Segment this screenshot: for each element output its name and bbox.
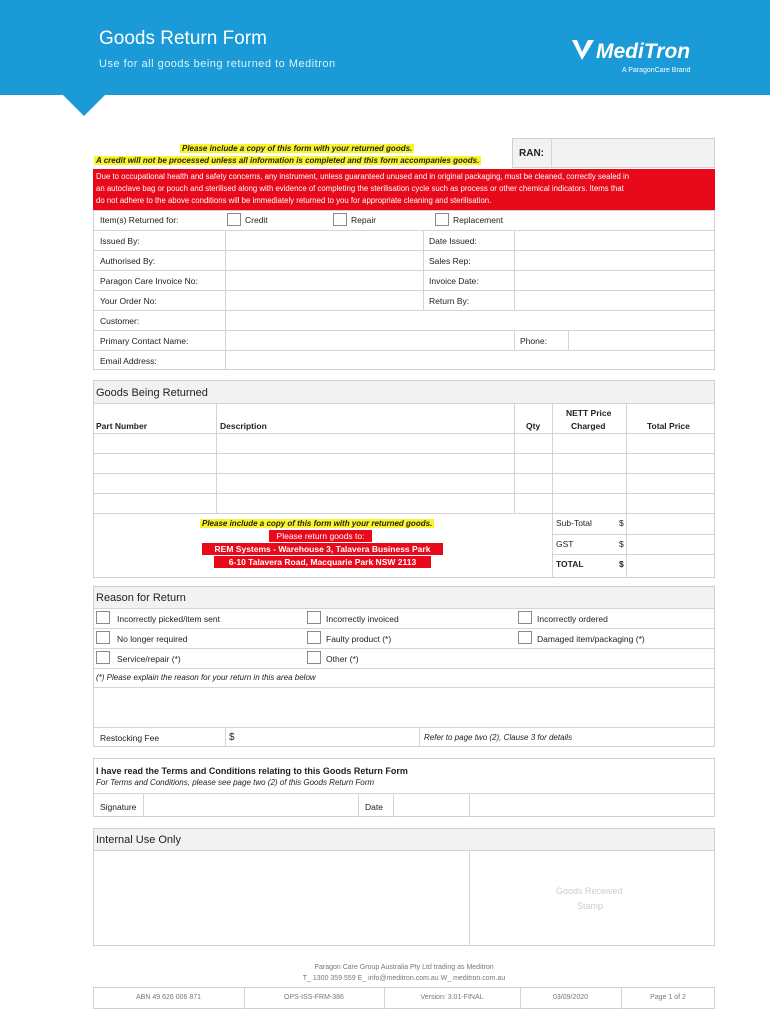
repair-label: Repair xyxy=(351,215,377,225)
total-label: TOTAL xyxy=(556,559,584,569)
issued-by-label: Issued By: xyxy=(100,236,140,246)
reason-incorrectly-invoiced-label: Incorrectly invoiced xyxy=(326,614,399,624)
reason-incorrectly-picked-label: Incorrectly picked/item sent xyxy=(117,614,220,624)
reason-faulty-product-label: Faulty product (*) xyxy=(326,634,392,644)
reason-no-longer-required-checkbox[interactable] xyxy=(96,631,110,644)
logo-tagline: A ParagonCare Brand xyxy=(622,67,691,74)
footer-form-code: OPS-ISS-FRM-386 xyxy=(284,994,344,1001)
reason-other-checkbox[interactable] xyxy=(307,651,321,664)
goods-section-title: Goods Being Returned xyxy=(96,387,208,399)
date-field[interactable] xyxy=(394,794,714,816)
page-title: Goods Return Form xyxy=(99,28,267,49)
reason-incorrectly-picked-checkbox[interactable] xyxy=(96,611,110,624)
reason-no-longer-required-label: No longer required xyxy=(117,634,188,644)
col-total-price: Total Price xyxy=(647,421,690,431)
restocking-refer-note: Refer to page two (2), Clause 3 for details xyxy=(424,733,573,742)
return-address-line1: REM Systems - Warehouse 3, Talavera Business Park xyxy=(202,543,443,555)
terms-heading: I have read the Terms and Conditions relating to this Goods Return Form xyxy=(96,766,408,776)
page-subtitle: Use for all goods being returned to Meditron xyxy=(99,58,336,70)
reason-service-repair-checkbox[interactable] xyxy=(96,651,110,664)
return-address-heading: Please return goods to: xyxy=(269,530,372,542)
reason-other-label: Other (*) xyxy=(326,654,359,664)
subtotal-label: Sub-Total xyxy=(556,518,592,528)
invoice-no-label: Paragon Care Invoice No: xyxy=(100,276,198,286)
header-notch xyxy=(62,94,106,116)
footer-contact: T_ 1300 359 559 E_ info@meditron.com.au W_ meditron.com.au xyxy=(302,975,506,982)
order-no-label: Your Order No: xyxy=(100,296,157,306)
footer-abn: ABN 49 626 006 871 xyxy=(136,994,201,1001)
signature-field[interactable] xyxy=(144,794,358,816)
footer-date: 03/09/2020 xyxy=(552,994,589,1001)
authorised-by-label: Authorised By: xyxy=(100,256,156,266)
reason-incorrectly-ordered-checkbox[interactable] xyxy=(518,611,532,624)
meditron-logo xyxy=(570,38,690,64)
reason-faulty-product-checkbox[interactable] xyxy=(307,631,321,644)
sales-rep-label: Sales Rep: xyxy=(429,256,471,266)
invoice-date-label: Invoice Date: xyxy=(429,276,479,286)
footer-company: Paragon Care Group Australia Pty Ltd trading as Meditron xyxy=(314,964,494,971)
email-label: Email Address: xyxy=(100,356,157,366)
logo-text: MediTron xyxy=(596,40,691,63)
date-label: Date xyxy=(365,802,383,812)
ran-label: RAN: xyxy=(519,148,544,159)
gst-label: GST xyxy=(556,539,574,549)
phone-label: Phone: xyxy=(520,336,547,346)
stamp-placeholder-line1: Goods Received xyxy=(556,886,623,896)
reason-damaged-label: Damaged item/packaging (*) xyxy=(537,634,645,644)
subtotal-dollar: $ xyxy=(619,518,624,528)
replacement-checkbox[interactable] xyxy=(435,213,449,226)
reason-explain-area[interactable] xyxy=(94,688,714,727)
internal-use-title: Internal Use Only xyxy=(96,834,181,846)
customer-label: Customer: xyxy=(100,316,140,326)
notice-line1: Please include a copy of this form with your returned goods. xyxy=(182,144,413,153)
credit-label: Credit xyxy=(245,215,268,225)
return-by-label: Return By: xyxy=(429,296,470,306)
credit-checkbox[interactable] xyxy=(227,213,241,226)
returned-for-label: Item(s) Returned for: xyxy=(100,215,179,225)
total-dollar: $ xyxy=(619,559,624,569)
return-address-line2: 6-10 Talavera Road, Macquarie Park NSW 2113 xyxy=(214,556,431,568)
restocking-fee-dollar: $ xyxy=(229,732,235,743)
restocking-fee-label: Restocking Fee xyxy=(100,733,160,743)
gst-dollar: $ xyxy=(619,539,624,549)
contact-label: Primary Contact Name: xyxy=(100,336,189,346)
reason-damaged-checkbox[interactable] xyxy=(518,631,532,644)
terms-subheading: For Terms and Conditions, please see page two (2) of this Goods Return Form xyxy=(96,778,375,787)
col-qty: Qty xyxy=(526,421,541,431)
col-charged: Charged xyxy=(571,421,606,431)
date-issued-label: Date Issued: xyxy=(429,236,477,246)
reason-incorrectly-ordered-label: Incorrectly ordered xyxy=(537,614,608,624)
stamp-placeholder-line2: Stamp xyxy=(577,901,604,911)
repair-checkbox[interactable] xyxy=(333,213,347,226)
notice-line2: A credit will not be processed unless all information is completed and this form accompanies goods. xyxy=(96,156,480,165)
replacement-label: Replacement xyxy=(453,215,504,225)
hygiene-warning: Due to occupational health and safety concerns, any instrument, unless guaranteed unused and in original packaging, must be cleaned, correctly sealed in an autoclave bag or pouch and sterilised along with evidence of completing the sterilisation cycle such as process or other chemical indicators. Items that do not adhere to the above conditions will be immediately returned to you for appropriate cleaning and sterilisation. xyxy=(93,169,715,210)
logo-mark-icon xyxy=(570,38,596,62)
footer-version: Version: 3.01-FINAL xyxy=(420,994,484,1001)
col-part-number: Part Number xyxy=(96,421,148,431)
col-description: Description xyxy=(220,421,267,431)
reason-explain-hint: (*) Please explain the reason for your return in this area below xyxy=(96,673,316,682)
reason-service-repair-label: Service/repair (*) xyxy=(117,654,181,664)
reason-incorrectly-invoiced-checkbox[interactable] xyxy=(307,611,321,624)
goods-note: Please include a copy of this form with your returned goods. xyxy=(202,519,433,528)
col-nett-price: NETT Price xyxy=(566,408,612,418)
footer-page: Page 1 of 2 xyxy=(650,994,686,1001)
signature-label: Signature xyxy=(100,802,137,812)
reason-section-title: Reason for Return xyxy=(96,592,186,604)
